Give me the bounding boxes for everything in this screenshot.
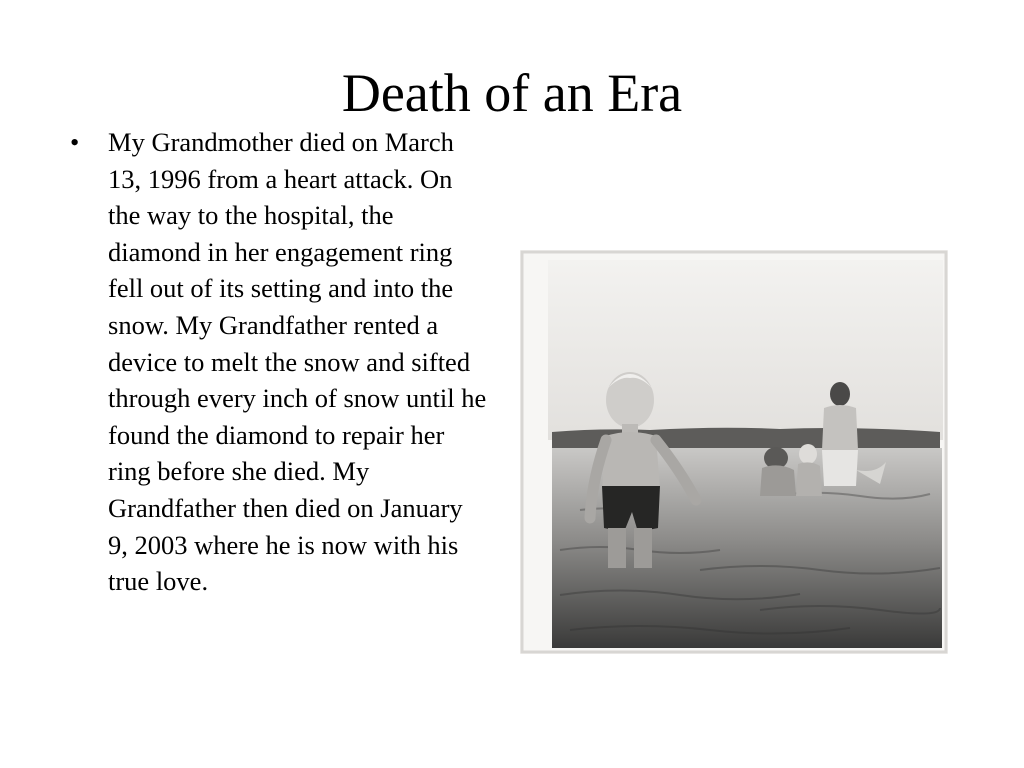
vintage-beach-photo bbox=[520, 250, 948, 654]
bullet-icon: • bbox=[70, 127, 80, 157]
bullet-item bbox=[68, 124, 488, 600]
photo-image bbox=[520, 250, 948, 654]
body-bullet-list bbox=[68, 124, 488, 600]
bullet-text: My Grandmother died on March 13, 1996 from a heart attack. On the way to the hospital, the diamond in her engagement ring fell out of its setting and into the snow. My Grandfather rented a device to melt the snow and sifted through every inch of snow until he found the diamond to repair her ring before she died. My Grandfather then died on January 9, 2003 where he is now with his true love. bbox=[108, 127, 487, 597]
slide-title: Death of an Era bbox=[341, 63, 683, 123]
